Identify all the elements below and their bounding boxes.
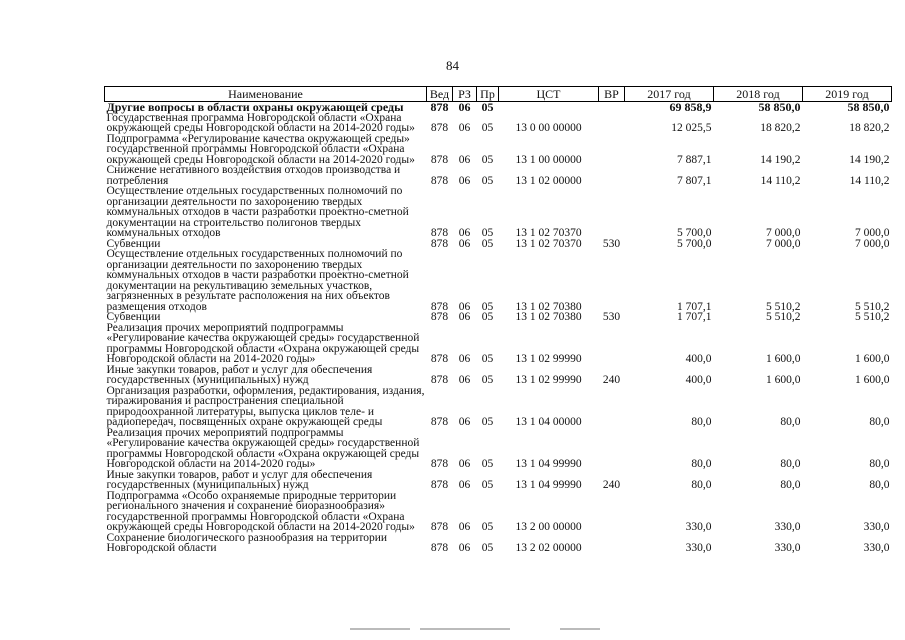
table-row xyxy=(105,165,892,186)
table-row xyxy=(105,113,892,134)
row-2018: 7 000,0 xyxy=(766,227,801,239)
table-row xyxy=(105,186,892,239)
row-rz: 06 xyxy=(458,374,471,386)
row-vr xyxy=(599,533,625,554)
row-ved: 878 xyxy=(430,100,449,114)
row-cst: 13 1 02 70380 xyxy=(515,300,582,313)
row-vr xyxy=(599,113,625,134)
row-2018: 18 820,2 xyxy=(760,122,801,134)
row-vr xyxy=(599,134,625,166)
row-vr: 240 xyxy=(602,374,621,386)
row-cst: 13 1 02 00000 xyxy=(515,174,582,187)
row-2017: 1 707,1 xyxy=(677,311,712,323)
row-name: Иные закупки товаров, работ и услуг для обеспечения государственных (муниципальных) нужд xyxy=(106,363,373,386)
row-2017: 5 700,0 xyxy=(677,227,712,239)
row-2017: 1 707,1 xyxy=(677,300,712,313)
row-vr xyxy=(599,386,625,428)
row-ved: 878 xyxy=(430,237,449,250)
row-pr: 05 xyxy=(481,153,494,166)
row-ved: 878 xyxy=(430,300,449,313)
row-vr xyxy=(599,491,625,533)
row-pr: 05 xyxy=(481,174,494,187)
row-ved: 878 xyxy=(430,122,449,134)
footer-scribble xyxy=(560,628,600,630)
row-2019: 80,0 xyxy=(869,416,890,428)
row-name: Реализация прочих мероприятий подпрограммы «Регулирование качества окружающей среды» государственной программы Новгородской области «Охрана окружающей среды Новгородской области на 2014-2020 годы» xyxy=(106,321,420,365)
row-2018: 80,0 xyxy=(780,479,801,491)
row-2018: 80,0 xyxy=(780,458,801,470)
row-2019: 1 600,0 xyxy=(855,374,890,386)
row-name: Субвенции xyxy=(106,237,161,250)
row-name: Организация разработки, оформления, редактирования, издания, тиражирования и распространения специальной природоохранной литературы, выпуска циклов теле- и радиопередач, посвященных охране окружающей среды xyxy=(106,384,425,428)
row-ved: 878 xyxy=(430,542,449,554)
row-rz: 06 xyxy=(458,237,471,250)
row-cst: 13 1 02 99990 xyxy=(515,374,582,386)
header-2017: 2017 год xyxy=(625,87,714,102)
row-rz: 06 xyxy=(458,153,471,166)
row-rz: 06 xyxy=(458,521,471,533)
row-2017: 80,0 xyxy=(691,416,712,428)
row-ved: 878 xyxy=(430,458,449,470)
row-name: Другие вопросы в области охраны окружающей среды xyxy=(106,100,404,114)
row-rz: 06 xyxy=(458,479,471,491)
row-pr: 05 xyxy=(481,100,494,114)
row-cst: 13 1 02 70370 xyxy=(515,237,582,250)
header-2019: 2019 год xyxy=(803,87,892,102)
row-rz: 06 xyxy=(458,542,471,554)
row-ved: 878 xyxy=(430,479,449,491)
header-vr: ВР xyxy=(599,87,625,102)
row-name: Подпрограмма «Регулирование качества окружающей среды» государственной программы Новгородской области «Охрана окружающей среды Новгородской области на 2014-2020 годы» xyxy=(106,132,415,166)
row-pr: 05 xyxy=(481,479,494,491)
row-2017: 12 025,5 xyxy=(671,122,712,134)
row-2019: 7 000,0 xyxy=(855,227,890,239)
row-cst: 13 1 04 00000 xyxy=(515,416,582,428)
row-2017: 7 887,1 xyxy=(677,153,712,166)
row-pr: 05 xyxy=(481,300,494,313)
footer-scribble xyxy=(350,628,410,630)
row-name: Осуществление отдельных государственных полномочий по организации деятельности по захоронению твердых коммунальных отходов в части разработки проектно-сметной документации на строительство полигонов твердых коммунальных отходов xyxy=(106,185,409,239)
row-pr: 05 xyxy=(481,353,494,365)
row-2017: 80,0 xyxy=(691,458,712,470)
table-row xyxy=(105,102,892,113)
row-vr xyxy=(599,165,625,186)
row-cst: 13 2 02 00000 xyxy=(515,542,582,554)
row-rz: 06 xyxy=(458,174,471,187)
row-2018: 7 000,0 xyxy=(766,237,801,250)
row-2018: 14 190,2 xyxy=(760,153,801,166)
row-2019: 80,0 xyxy=(869,458,890,470)
table-row xyxy=(105,365,892,386)
row-vr xyxy=(599,186,625,239)
row-cst: 13 0 00 00000 xyxy=(515,122,582,134)
row-ved: 878 xyxy=(430,416,449,428)
row-cst: 13 2 00 00000 xyxy=(515,521,582,533)
row-vr xyxy=(599,249,625,312)
table-row xyxy=(105,428,892,470)
row-cst: 13 1 02 70370 xyxy=(515,227,582,239)
row-rz: 06 xyxy=(458,227,471,239)
row-pr: 05 xyxy=(481,227,494,239)
row-ved: 878 xyxy=(430,353,449,365)
row-2019: 80,0 xyxy=(869,479,890,491)
row-pr: 05 xyxy=(481,542,494,554)
header-name: Наименование xyxy=(105,87,427,102)
row-ved: 878 xyxy=(430,311,449,323)
row-pr: 05 xyxy=(481,237,494,250)
row-ved: 878 xyxy=(430,374,449,386)
row-2017: 69 858,9 xyxy=(669,100,712,114)
header-2018: 2018 год xyxy=(714,87,803,102)
row-2019: 5 510,2 xyxy=(855,311,890,323)
row-2018: 5 510,2 xyxy=(766,311,801,323)
row-vr: 530 xyxy=(602,237,621,250)
row-pr: 05 xyxy=(481,416,494,428)
row-2018: 1 600,0 xyxy=(766,353,801,365)
row-cst: 13 1 04 99990 xyxy=(515,458,582,470)
row-name: Снижение негативного воздействия отходов производства и потребления xyxy=(106,164,401,187)
row-2019: 7 000,0 xyxy=(855,237,890,250)
row-2019: 330,0 xyxy=(863,542,890,554)
row-vr xyxy=(599,323,625,365)
row-rz: 06 xyxy=(458,416,471,428)
table-row xyxy=(105,470,892,491)
row-ved: 878 xyxy=(430,521,449,533)
row-rz: 06 xyxy=(458,122,471,134)
row-2019: 18 820,2 xyxy=(849,122,890,134)
row-rz: 06 xyxy=(458,100,471,114)
row-2017: 5 700,0 xyxy=(677,237,712,250)
row-rz: 06 xyxy=(458,311,471,323)
row-cst xyxy=(499,102,599,113)
row-2018: 80,0 xyxy=(780,416,801,428)
row-rz: 06 xyxy=(458,458,471,470)
table-row xyxy=(105,249,892,312)
row-2017: 330,0 xyxy=(685,521,712,533)
row-2018: 330,0 xyxy=(774,542,801,554)
header-cst: ЦСТ xyxy=(499,87,599,102)
table-row xyxy=(105,323,892,365)
header-pr: Пр xyxy=(477,87,499,102)
row-pr: 05 xyxy=(481,521,494,533)
row-2018: 330,0 xyxy=(774,521,801,533)
page-number: 84 xyxy=(446,58,459,73)
header-rz: РЗ xyxy=(453,87,477,102)
header-ved: Вед xyxy=(427,87,453,102)
row-ved: 878 xyxy=(430,174,449,187)
row-ved: 878 xyxy=(430,153,449,166)
row-vr: 530 xyxy=(602,311,621,323)
row-vr xyxy=(599,428,625,470)
row-2019: 330,0 xyxy=(863,521,890,533)
row-2018: 58 850,0 xyxy=(758,100,801,114)
row-name: Реализация прочих мероприятий подпрограммы «Регулирование качества окружающей среды» государственной программы Новгородской области «Охрана окружающей среды Новгородской области на 2014-2020 годы» xyxy=(106,426,420,470)
table-row xyxy=(105,312,892,323)
row-name: Подпрограмма «Особо охраняемые природные территории регионального значения и сохранение биоразнообразия» государственной программы Новгородской области «Охрана окружающей среды Новгородской области на 2014-2020 годы» xyxy=(106,489,415,533)
row-pr: 05 xyxy=(481,311,494,323)
table-row xyxy=(105,491,892,533)
table-row xyxy=(105,386,892,428)
row-rz: 06 xyxy=(458,300,471,313)
table-row xyxy=(105,134,892,166)
row-2017: 400,0 xyxy=(685,374,712,386)
row-cst: 13 1 02 99990 xyxy=(515,353,582,365)
row-2019: 14 110,2 xyxy=(849,174,890,187)
row-2017: 330,0 xyxy=(685,542,712,554)
row-name: Государственная программа Новгородской области «Охрана окружающей среды Новгородской области на 2014-2020 годы» xyxy=(106,111,415,134)
budget-table xyxy=(104,86,892,554)
row-cst: 13 1 02 70380 xyxy=(515,311,582,323)
row-cst: 13 1 04 99990 xyxy=(515,479,582,491)
row-2019: 5 510,2 xyxy=(855,300,890,313)
row-name: Субвенции xyxy=(106,311,161,323)
table-row xyxy=(105,533,892,554)
row-cst: 13 1 00 00000 xyxy=(515,153,582,166)
footer-scribble xyxy=(420,628,510,630)
row-2019: 1 600,0 xyxy=(855,353,890,365)
row-ved: 878 xyxy=(430,227,449,239)
row-vr: 240 xyxy=(602,479,621,491)
row-rz: 06 xyxy=(458,353,471,365)
row-pr: 05 xyxy=(481,122,494,134)
row-2017: 80,0 xyxy=(691,479,712,491)
row-name: Осуществление отдельных государственных полномочий по организации деятельности по захоронению твердых коммунальных отходов в части разработки проектно-сметной документации на рекультивацию земельных участков, загрязненных в результате расположения на них объектов размещения отходов xyxy=(106,248,409,313)
row-name: Сохранение биологического разнообразия на территории Новгородской области xyxy=(106,531,388,554)
row-2018: 5 510,2 xyxy=(766,300,801,313)
row-2017: 400,0 xyxy=(685,353,712,365)
row-2019: 14 190,2 xyxy=(849,153,890,166)
row-2019: 58 850,0 xyxy=(847,100,890,114)
row-pr: 05 xyxy=(481,374,494,386)
row-2018: 1 600,0 xyxy=(766,374,801,386)
row-name: Иные закупки товаров, работ и услуг для обеспечения государственных (муниципальных) нужд xyxy=(106,468,373,491)
row-2017: 7 807,1 xyxy=(677,174,712,187)
row-pr: 05 xyxy=(481,458,494,470)
table-body xyxy=(105,102,892,554)
row-vr xyxy=(599,102,625,113)
row-2018: 14 110,2 xyxy=(760,174,801,187)
